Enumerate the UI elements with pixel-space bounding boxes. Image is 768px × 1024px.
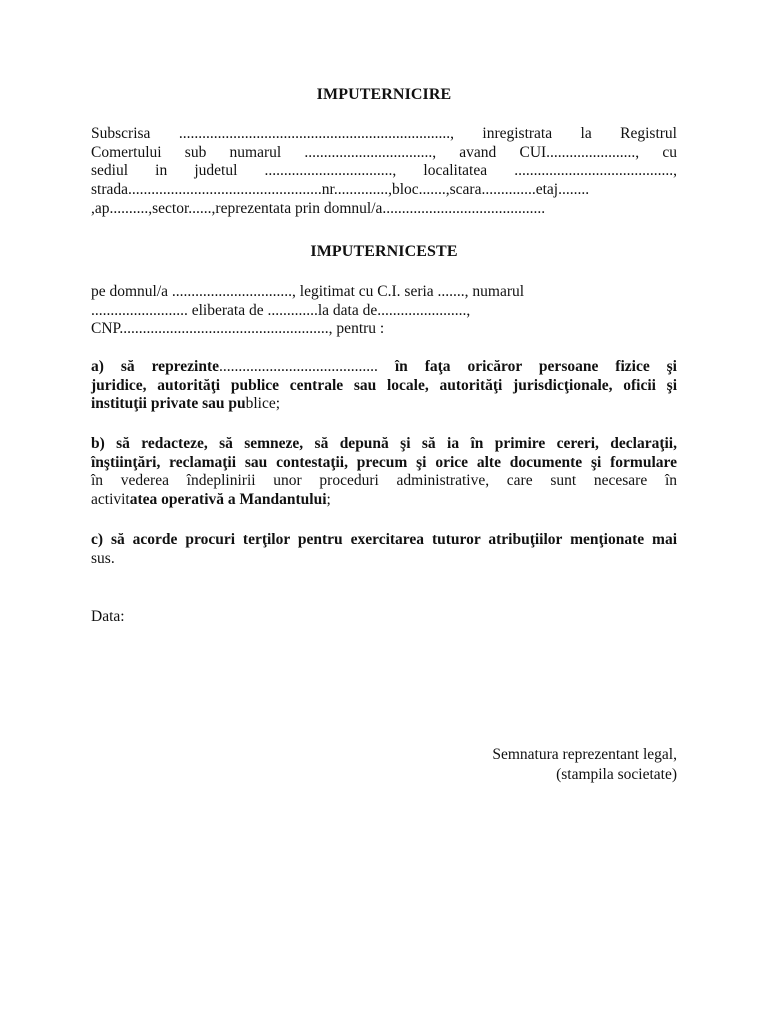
clause-c (91, 531, 677, 568)
clause-a-line-3-plain: blice; (245, 395, 281, 413)
date-label: Data: (91, 608, 125, 625)
clause-a-line-3-bold: instituţii private sau pu (91, 395, 246, 413)
clause-c-line-2: sus. (91, 549, 115, 567)
clause-b-line-1: b) să redacteze, să semneze, să depună şi să ia în primire cereri, declaraţii, (91, 435, 677, 452)
document-subtitle: IMPUTERNICESTE (310, 243, 458, 260)
clause-a-line-3 (91, 395, 677, 414)
clause-a-line-2: juridice, autorităţi publice centrale sau locale, autorităţi jurisdicţionale, oficii şi (91, 376, 677, 394)
clause-b-line-3: în vederea îndeplinirii unor proceduri administrative, care sunt necesare în (91, 472, 677, 490)
clause-b-line-2: înştiinţări, reclamaţii sau contestaţii, precum şi orice alte documente şi formulare (91, 453, 677, 471)
representative-line-2: ......................... eliberata de .............la data de......................., (91, 301, 471, 319)
company-line-3: sediul in judetul ................................., localitatea ........................................., (91, 162, 677, 180)
clause-a-line-1 (91, 358, 677, 377)
signature-block (492, 745, 677, 785)
company-line-1: Subscrisa ......................................................................, inregistrata la Registrul (91, 125, 677, 142)
clause-a-lead: a) să reprezinte (91, 358, 220, 375)
company-details-paragraph (91, 125, 677, 219)
clause-c-line-1: c) să acorde procuri terţilor pentru exercitarea tuturor atribuţiilor menţionate mai (91, 531, 677, 548)
clause-b-line-4-end: ; (326, 491, 331, 509)
clause-b-line-4-plain: activit (91, 491, 130, 509)
clause-b-line-4 (91, 491, 677, 510)
clause-a (91, 358, 677, 414)
representative-line-3: CNP......................................................, pentru : (91, 320, 385, 338)
signature-line: Semnatura reprezentant legal, (492, 746, 677, 763)
clause-b (91, 435, 677, 510)
clause-b-line-4-bold: atea operativă a Mandantului (129, 491, 327, 509)
company-line-2: Comertului sub numarul ................................., avand CUI......................., cu (91, 143, 677, 161)
stamp-line: (stampila societate) (556, 766, 677, 783)
representative-paragraph (91, 283, 677, 339)
company-line-4: strada..................................................nr..............,bloc.......,scara..............etaj........ (91, 181, 590, 199)
company-line-5: ,ap..........,sector......,reprezentata prin domnul/a.......................................... (91, 199, 546, 217)
document-title: IMPUTERNICIRE (316, 86, 452, 103)
representative-line-1: pe domnul/a ..............................., legitimat cu C.I. seria ......., numarul (91, 283, 525, 300)
clause-a-rest: în faţa oricăror persoane fizice şi (377, 358, 677, 375)
clause-a-placeholder: ......................................... (219, 358, 378, 375)
